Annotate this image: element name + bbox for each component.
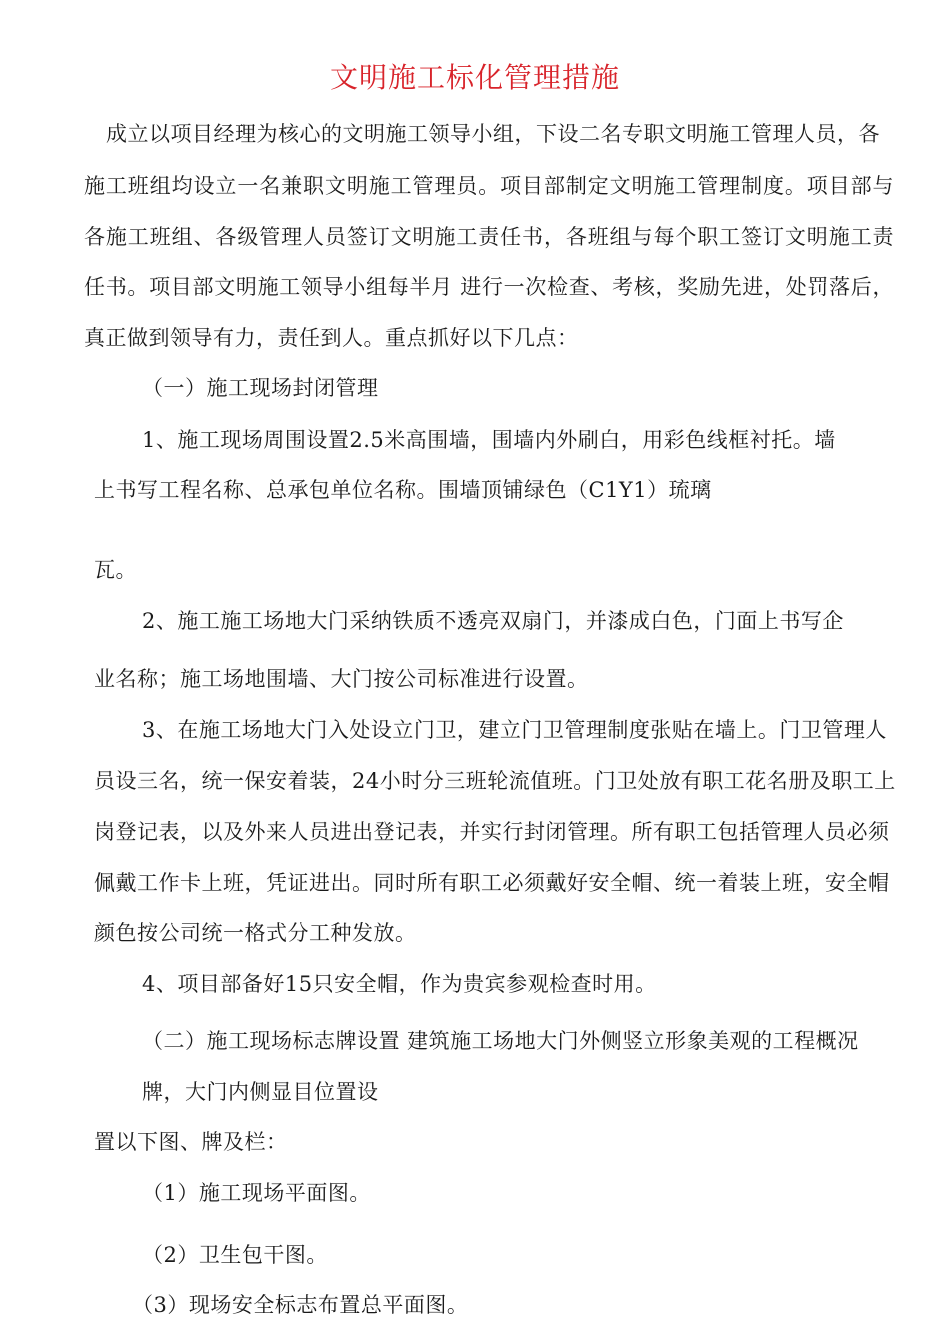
paragraph-line: 各施工班组、各级管理人员签订文明施工责任书，各班组与每个职工签订文明施工责 <box>84 225 894 249</box>
document-title: 文明施工标化管理措施 <box>329 61 620 94</box>
paragraph-line: 2、施工施工场地大门采纳铁质不透亮双扇门，并漆成白色，门面上书写企 <box>142 609 844 633</box>
paragraph-line: 任书。项目部文明施工领导小组每半月 进行一次检查、考核，奖励先进，处罚落后， <box>84 275 894 299</box>
paragraph-line: 4、项目部备好15只安全帽，作为贵宾参观检查时用。 <box>142 972 657 996</box>
paragraph-line: 3、在施工场地大门入处设立门卫，建立门卫管理制度张贴在墙上。门卫管理人 <box>142 718 887 742</box>
section-heading: （二）施工现场标志牌设置 建筑施工场地大门外侧竖立形象美观的工程概况 <box>142 1029 859 1053</box>
paragraph-line: 成立以项目经理为核心的文明施工领导小组，下设二名专职文明施工管理人员，各 <box>106 122 880 146</box>
paragraph-line: 佩戴工作卡上班，凭证进出。同时所有职工必须戴好安全帽、统一着装上班，安全帽 <box>94 871 890 895</box>
list-item: （3）现场安全标志布置总平面图。 <box>132 1293 469 1317</box>
paragraph-line: 岗登记表，以及外来人员进出登记表，并实行封闭管理。所有职工包括管理人员必须 <box>94 820 890 844</box>
paragraph-line: 业名称；施工场地围墙、大门按公司标准进行设置。 <box>94 667 589 691</box>
paragraph-line: 施工班组均设立一名兼职文明施工管理员。项目部制定文明施工管理制度。项目部与 <box>84 174 894 198</box>
list-item: （1）施工现场平面图。 <box>142 1181 371 1205</box>
paragraph-line: 瓦。 <box>94 558 137 582</box>
paragraph-line: 真正做到领导有力，责任到人。重点抓好以下几点： <box>84 326 579 350</box>
paragraph-line: 上书写工程名称、总承包单位名称。围墙顶铺绿色（C1Y1）琉璃 <box>94 478 712 502</box>
paragraph-line: 1、施工现场周围设置2.5米高围墙，围墙内外刷白，用彩色线框衬托。墙 <box>142 428 836 452</box>
list-item: （2）卫生包干图。 <box>142 1243 328 1267</box>
paragraph-line: 员设三名，统一保安着装，24小时分三班轮流值班。门卫处放有职工花名册及职工上 <box>94 769 896 793</box>
paragraph-line: 牌，大门内侧显目位置设 <box>142 1080 379 1104</box>
section-heading: （一）施工现场封闭管理 <box>142 376 379 400</box>
paragraph-line: 置以下图、牌及栏： <box>94 1130 288 1154</box>
paragraph-line: 颜色按公司统一格式分工种发放。 <box>94 921 417 945</box>
